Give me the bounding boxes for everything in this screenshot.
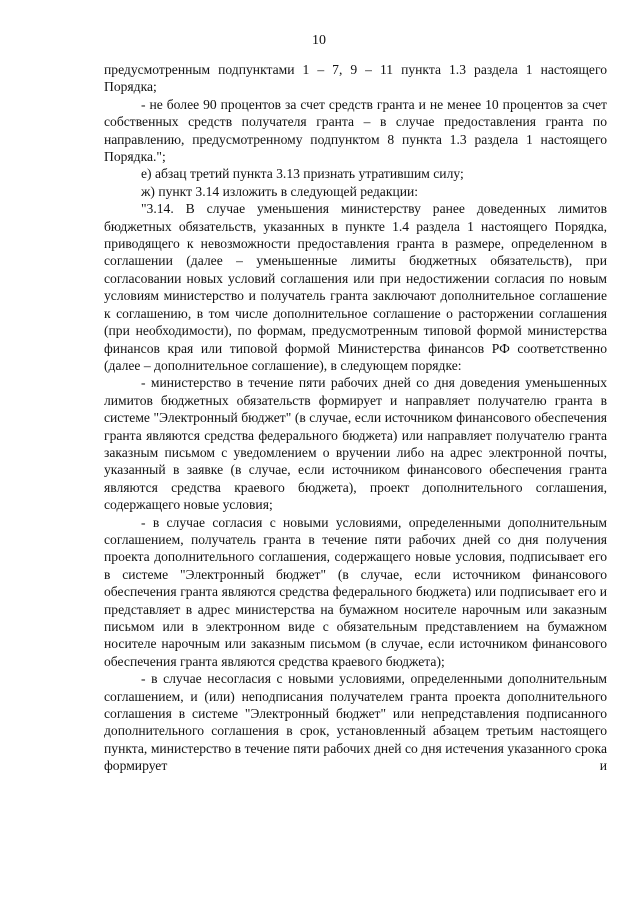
- paragraph-ministry-notice: - министерство в течение пяти рабочих дней со дня доведения уменьшенных лимитов бюджетных обязательств формирует и направляет получателю гранта в системе "Электронный бюджет" (в случае, если источником финансового обеспечения гранта являются средства федерального бюджета) или направляет получателю гранта заказным письмом с уведомлением о вручении либо на адрес электронной почты, указанный в заявке (в случае, если источником финансового обеспечения гранта являются средства краевого бюджета), проект дополнительного соглашения, содержащего новые условия;: [104, 375, 607, 513]
- paragraph-continuation: предусмотренным подпунктами 1 – 7, 9 – 11 пункта 1.3 раздела 1 настоящего Порядка;: [104, 62, 607, 95]
- page-number: 10: [312, 33, 326, 48]
- paragraph-3-14: "3.14. В случае уменьшения министерству ранее доведенных лимитов бюджетных обязательств, указанных в пункте 1.4 раздела 1 настоящего Порядка, приводящего к невозможности предоставления гранта в размере, определенном в соглашении (далее – уменьшенные лимиты бюджетных обязательств), при согласовании новых условий соглашения или при недостижении согласия по новым условиям министерство и получатель гранта заключают дополнительное соглашение к соглашению, в том числе дополнительное соглашение о расторжении соглашения (при необходимости), по формам, предусмотренным типовой формой министерства финансов края или типовой формой Министерства финансов РФ соответственно (далее – дополнительное соглашение), в следующем порядке:: [104, 201, 607, 373]
- paragraph-item-e: е) абзац третий пункта 3.13 признать утратившим силу;: [141, 166, 464, 182]
- paragraph-grant-percent: - не более 90 процентов за счет средств гранта и не менее 10 процентов за счет собственных средств получателя гранта – в случае предоставления гранта по направлению, предусмотренному подпунктом 8 пункта 1.3 раздела 1 настоящего Порядка.";: [104, 96, 607, 165]
- paragraph-agreement-refusal: - в случае несогласия с новыми условиями, определенными дополнительным соглашением, и (или) неподписания получателем гранта проекта дополнительного соглашения в системе "Электронный бюджет" или непредставления подписанного дополнительного соглашения в срок, установленный абзацем третьим настоящего пункта, министерство в течение пяти рабочих дней со дня истечения указанного срока формирует и: [104, 671, 607, 774]
- paragraph-agreement-consent: - в случае согласия с новыми условиями, определенными дополнительным соглашением, получатель гранта в течение пяти рабочих дней со дня получения проекта дополнительного соглашения, содержащего новые условия, подписывает его в системе "Электронный бюджет" (в случае, если источником финансового обеспечения гранта являются средства федерального бюджета) или подписывает его и представляет в адрес министерства на бумажном носителе нарочным или заказным письмом или в электронном виде с обязательным представлением на бумажном носителе нарочным или заказным письмом (в случае, если источником финансового обеспечения гранта являются средства краевого бюджета);: [104, 514, 607, 669]
- document-body: [104, 61, 607, 775]
- paragraph-item-zh: ж) пункт 3.14 изложить в следующей редакции:: [141, 183, 419, 199]
